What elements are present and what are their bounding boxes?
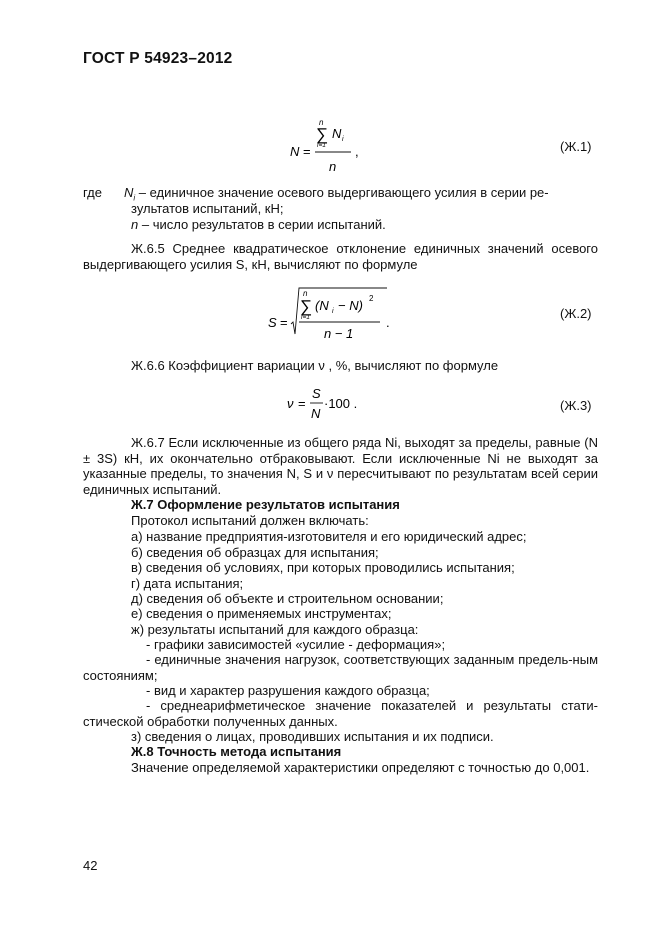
numerator-var: N	[332, 126, 342, 141]
document-header: ГОСТ Р 54923–2012	[83, 50, 233, 67]
numerator-rest: − N)	[338, 298, 363, 313]
sum-bottom: i=1	[301, 314, 310, 321]
list-item: г) дата испытания;	[131, 576, 244, 591]
numerator-sub: i	[332, 308, 334, 315]
formula-eq: =	[298, 396, 306, 411]
list-item: в) сведения об условиях, при которых проводились испытания;	[131, 560, 515, 575]
equation-number-zh1: (Ж.1)	[560, 139, 592, 154]
sub-list-item: - единичные значения нагрузок, соответствующих заданным предель-ным состояниям;	[83, 652, 598, 683]
sum-top: n	[319, 118, 324, 127]
sum-symbol: ∑	[316, 125, 329, 144]
formula-zh1	[285, 116, 375, 178]
where-label: где	[83, 185, 102, 200]
formula-trail: .	[386, 315, 390, 330]
equation-number-zh3: (Ж.3)	[560, 398, 592, 413]
formula-eq: =	[303, 144, 311, 159]
denominator: n	[329, 159, 337, 174]
denominator: N	[311, 406, 321, 421]
numerator-power: 2	[369, 294, 374, 303]
numerator-sub: i	[342, 136, 344, 143]
formula-rest: ·100 .	[324, 396, 358, 411]
list-item: ж) результаты испытаний для каждого образца:	[131, 622, 419, 637]
sub-list-item: - среднеарифметическое значение показателей и результаты стати-стической обработки полученных данных.	[83, 698, 598, 729]
paragraph-zh-6-6: Ж.6.6 Коэффициент вариации ν , %, вычисляют по формуле	[131, 358, 499, 373]
formula-zh2	[262, 282, 397, 350]
formula-trail: ,	[355, 144, 359, 159]
where-ni-line2: зультатов испытаний, кН;	[131, 201, 284, 216]
formula-eq: =	[280, 315, 288, 330]
equation-number-zh2: (Ж.2)	[560, 306, 592, 321]
where-n-line	[83, 217, 646, 233]
list-item: е) сведения о применяемых инструментах;	[131, 606, 392, 621]
where-ni-sub: i	[133, 193, 136, 203]
denominator: n − 1	[324, 326, 354, 341]
where-ni-text: – единичное значение осевого выдергивающего усилия в серии ре-	[135, 185, 549, 200]
list-item: д) сведения об объекте и строительном основании;	[131, 591, 444, 606]
list-item: а) название предприятия-изготовителя и его юридический адрес;	[131, 529, 527, 544]
formula-lhs: N	[290, 144, 300, 159]
sum-symbol: ∑	[300, 297, 313, 316]
paragraph-zh-6-7: Ж.6.7 Если исключенные из общего ряда Ni, выходят за пределы, равные (N ± 3S) кН, их окончательно отбраковывают. Если исключенные Ni не выходят за указанные пределы, то значения N, S и ν пересчитывают по результатам всей серии единичных испытаний.	[83, 435, 598, 497]
paragraph-zh-6-5: Ж.6.5 Среднее квадратическое отклонение единичных значений осевого выдергивающего усилия S, кН, вычисляют по формуле	[83, 241, 598, 272]
list-item: б) сведения об образцах для испытания;	[131, 545, 379, 560]
page-number: 42	[83, 858, 98, 873]
where-n-var: n	[131, 217, 139, 232]
sub-list-item: - графики зависимостей «усилие - деформация»;	[146, 637, 446, 652]
sum-bottom: i=1	[317, 142, 326, 149]
formula-zh3	[283, 382, 373, 426]
sub-list-item: - вид и характер разрушения каждого образца;	[146, 683, 430, 698]
formula-lhs: S	[268, 315, 277, 330]
formula-lhs: ν	[287, 396, 294, 411]
sum-top: n	[303, 289, 308, 298]
paragraph-zh-8: Значение определяемой характеристики определяют с точностью до 0,001.	[131, 760, 590, 775]
protocol-intro: Протокол испытаний должен включать:	[131, 513, 369, 528]
where-n-text: – число результатов в серии испытаний.	[138, 217, 386, 232]
section-heading-zh8: Ж.8 Точность метода испытания	[131, 744, 342, 759]
where-ni-var: N	[123, 185, 134, 200]
section-heading-zh7: Ж.7 Оформление результатов испытания	[131, 497, 400, 512]
numerator: S	[312, 386, 321, 401]
list-item: з) сведения о лицах, проводивших испытания и их подписи.	[131, 729, 494, 744]
numerator-open: (N	[315, 298, 329, 313]
